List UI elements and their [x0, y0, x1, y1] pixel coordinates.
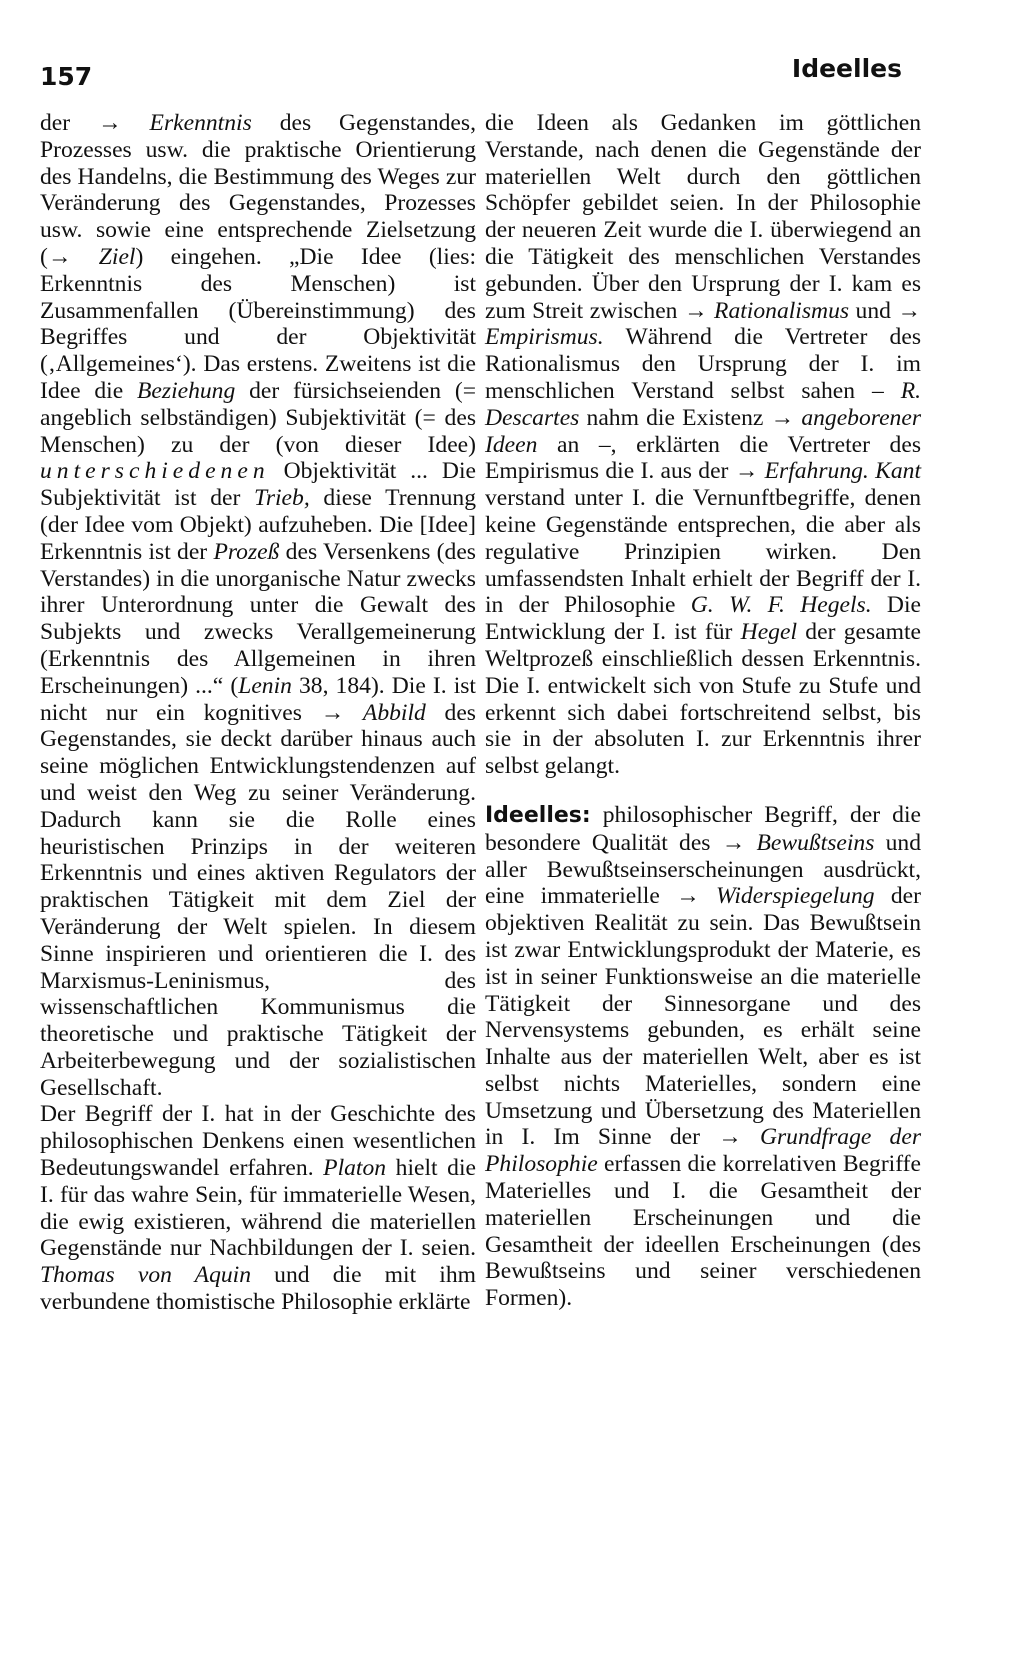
- italic-term: Widerspiegelung: [716, 883, 875, 910]
- italic-term: Abbild: [362, 699, 426, 726]
- running-head: Ideelles: [791, 54, 902, 83]
- italic-term: Prozeß: [213, 538, 280, 565]
- italic-term: G. W. F. Hegels.: [690, 592, 872, 619]
- italic-term: Erkenntnis: [149, 110, 252, 136]
- italic-term: angeborener Ideen: [485, 404, 921, 458]
- italic-term: Empirismus.: [485, 324, 604, 351]
- entry-headword: Ideelles:: [485, 802, 591, 828]
- italic-term: Lenin: [238, 672, 292, 699]
- italic-term: Grundfrage der Philosophie: [485, 1124, 921, 1178]
- italic-term: Rationalismus: [714, 297, 850, 324]
- italic-term: Erfahrung. Kant: [764, 458, 921, 485]
- italic-term: R. Descartes: [485, 377, 921, 431]
- italic-term: Bewußtseins: [756, 829, 875, 856]
- dictionary-entry: [485, 802, 921, 1312]
- spaced-emphasis: unterschiedenen: [40, 458, 270, 485]
- left-column: [40, 110, 476, 1316]
- italic-term: Thomas von Aquin: [40, 1262, 252, 1289]
- italic-term: Trieb,: [254, 485, 310, 512]
- right-column: [485, 110, 921, 1312]
- italic-term: Ziel: [98, 243, 136, 270]
- italic-term: Beziehung: [137, 377, 236, 404]
- paragraph: Der Begriff der I. hat in der Geschichte des philosophischen Denkens einen wesentlichen Bedeutungswandel erfahren. Platon hielt die I. für das wahre Sein, für immaterielle Wesen, die ewig existieren, während die materiellen Gegenstände nur Nachbildungen der I. seien. Thomas von Aquin und die mit ihm verbundene thomistische Philosophie erklärte: [40, 1101, 477, 1316]
- paragraph: der → Erkenntnis des Gegenstandes, Prozesses usw. die praktische Orientierung des Handelns, die Bestimmung des Weges zur Veränderung des Gegenstandes, Prozesses usw. sowie eine entsprechende Zielsetzung (→ Ziel) eingehen. „Die Idee (lies: Erkenntnis des Menschen) ist Zusammenfallen (Übereinstimmung) des Begriffes und der Objektivität (‚Allgemeines‘). Das erstens. Zweitens ist die Idee die Beziehung der fürsichseienden (= angeblich selbständigen) Subjektivität (= des Menschen) zu der (von dieser Idee) unterschiedenen Objektivität ... Die Subjektivität ist der Trieb, diese Trennung (der Idee vom Objekt) aufzuheben. Die [Idee] Erkenntnis ist der Prozeß des Versenkens (des Verstandes) in die unorganische Natur zwecks ihrer Unterordnung unter die Gewalt des Subjekts und zwecks Verallgemeinerung (Erkenntnis des Allgemeinen in ihren Erscheinungen) ...“ (Lenin 38, 184). Die I. ist nicht nur ein kognitives → Abbild des Gegenstandes, sie deckt darüber hinaus auch seine möglichen Entwicklungstendenzen auf und weist den Weg zu seiner Veränderung. Dadurch kann sie die Rolle eines heuristischen Prinzips in der weiteren Erkenntnis und eines aktiven Regulators der praktischen Tätigkeit mit dem Ziel der Veränderung der Welt spielen. In diesem Sinne inspirieren und orientieren die I. des Marxismus-Leninismus, des wissenschaftlichen Kommunismus die theoretische und praktische Tätigkeit der Arbeiterbewegung und der sozialistischen Gesellschaft.: [40, 110, 477, 1101]
- entry-body: philosophischer Begriff, der die besondere Qualität des → Bewußtseins und aller Bewußtseinserscheinungen ausdrückt, eine immaterielle → Widerspiegelung der objektiven Realität zu sein. Das Bewußtsein ist zwar Entwicklungsprodukt der Materie, es ist in seiner Funktionsweise an die materielle Tätigkeit der Sinnesorgane und des Nervensystems gebunden, es erhält seine Inhalte aus der materiellen Welt, aber es ist selbst nichts Materielles, sondern eine Umsetzung und Übersetzung des Materiellen in I. Im Sinne der → Grundfrage der Philosophie erfassen die korrelativen Begriffe Materielles und I. die Gesamtheit der materiellen Erscheinungen und die Gesamtheit der ideellen Erscheinungen (des Bewußtseins und seiner verschiedenen Formen).: [485, 801, 922, 1312]
- paragraph: die Ideen als Gedanken im göttlichen Verstande, nach denen die Gegenstände der materiellen Welt durch den göttlichen Schöpfer gebildet seien. In der Philosophie der neueren Zeit wurde die I. überwiegend an die Tätigkeit des menschlichen Verstandes gebunden. Über den Ursprung der I. kam es zum Streit zwischen → Rationalismus und → Empirismus. Während die Vertreter des Rationalismus den Ursprung der I. im menschlichen Verstand selbst sahen – R. Descartes nahm die Existenz → angeborener Ideen an –, erklärten die Vertreter des Empirismus die I. aus der → Erfahrung. Kant verstand unter I. die Vernunftbegriffe, denen keine Gegenstände entsprechen, die aber als regulative Prinzipien wirken. Den umfassendsten Inhalt erhielt der Begriff der I. in der Philosophie G. W. F. Hegels. Die Entwicklung der I. ist für Hegel der gesamte Weltprozeß einschließlich dessen Erkenntnis. Die I. entwickelt sich von Stufe zu Stufe und erkennt sich dabei fortschreitend selbst, bis sie in der absoluten I. zur Erkenntnis ihrer selbst gelangt.: [485, 110, 922, 780]
- italic-term: Platon: [323, 1155, 387, 1182]
- page-number: 157: [40, 62, 93, 91]
- italic-term: Hegel: [740, 619, 798, 646]
